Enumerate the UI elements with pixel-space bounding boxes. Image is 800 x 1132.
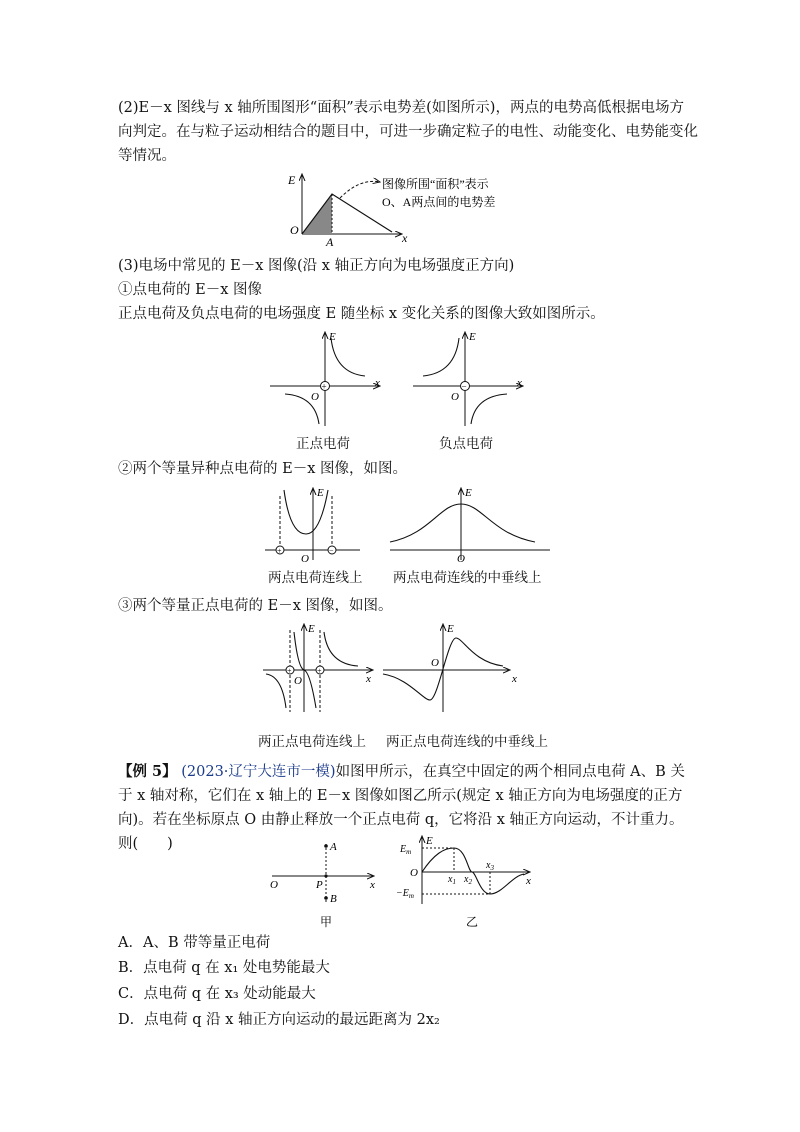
axis-label-E-right: E [465, 487, 472, 499]
axis-label-x: x [402, 231, 408, 245]
option-B[interactable]: B．点电荷 q 在 x₁ 处电势能最大 [118, 960, 330, 976]
negative-charge-symbol: − [329, 546, 334, 556]
axis-label-E: E [426, 835, 433, 847]
figure-example-5 [262, 832, 542, 928]
annotation-line2: O、A两点间的电势差 [382, 195, 496, 209]
negative-charge-symbol: − [461, 381, 467, 392]
label-x1: $x_1$ [448, 874, 456, 886]
positive-charge-symbol-2: + [317, 666, 322, 676]
figure-opposite-charges [260, 484, 550, 562]
item-3-title: ③两个等量正点电荷的 E－x 图像，如图。 [118, 598, 393, 614]
axis-label-x: x [366, 673, 371, 685]
caption-like-line-between: 两正点电荷连线上 [258, 734, 366, 750]
option-C[interactable]: C．点电荷 q 在 x₃ 处动能最大 [118, 986, 316, 1002]
axis-label-x: x [370, 879, 375, 891]
point-label-P: P [316, 879, 323, 891]
caption-line-between: 两点电荷连线上 [268, 570, 363, 586]
axis-label-x-right: x [526, 875, 531, 887]
origin-label-right: O [410, 867, 418, 879]
axis-label-x: x [375, 377, 380, 389]
axis-label-x-right: x [512, 673, 517, 685]
charge-label-B: B [330, 893, 337, 905]
charge-label-A: A [330, 841, 337, 853]
point-label-A: A [326, 235, 334, 246]
caption-negative-charge: 负点电荷 [439, 436, 493, 452]
paragraph-3: (3)电场中常见的 E－x 图像(沿 x 轴正方向为电场强度正方向) [118, 258, 515, 274]
origin-label: O [294, 675, 302, 687]
axis-label-E: E [317, 487, 324, 499]
origin-label-right: O [451, 391, 459, 403]
positive-charge-symbol-1: + [287, 666, 292, 676]
caption-perpendicular: 两点电荷连线的中垂线上 [393, 570, 542, 586]
origin-label-right: O [431, 657, 439, 669]
annotation-line1: 图像所围“面积”表示 [382, 177, 489, 191]
positive-charge-symbol: + [321, 381, 327, 392]
label-neg-Em: $-E_m$ [396, 888, 414, 900]
item-2-title: ②两个等量异种点电荷的 E－x 图像，如图。 [118, 461, 407, 477]
figure-point-charges [265, 328, 535, 428]
caption-like-perpendicular: 两正点电荷连线的中垂线上 [386, 734, 548, 750]
item-1-title: ①点电荷的 E－x 图像 [118, 282, 262, 298]
positive-charge-symbol: + [277, 546, 282, 556]
example-source: (2023·辽宁大连市一模) [181, 764, 336, 780]
example-text: 如图甲所示，在真空中固定的两个相同点电荷 A、B 关于 x 轴对称，它们在 x 轴上的 E－x 图像如图乙所示(规定 x 轴正方向为电场强度的正方向)。若在坐标原点 O 由静止释放一个正点电荷 q，它将沿 x 轴正方向运动，不计重力。则( ) [118, 764, 685, 852]
option-D[interactable]: D．点电荷 q 沿 x 轴正方向运动的最远距离为 2x₂ [118, 1012, 440, 1028]
caption-jia: 甲 [320, 915, 333, 928]
origin-label: O [311, 391, 319, 403]
figure-area-diagram [280, 168, 540, 246]
axis-label-E-right: E [447, 623, 454, 635]
label-x3: $x_3$ [486, 860, 494, 872]
example-badge: 【例 5】 [118, 763, 177, 780]
origin-label-right: O [457, 553, 465, 562]
option-A[interactable]: A．A、B 带等量正电荷 [118, 935, 271, 951]
origin-label: O [301, 553, 309, 562]
label-x2: $x_2$ [464, 874, 472, 886]
axis-label-E: E [329, 331, 336, 343]
origin-label: O [290, 223, 299, 237]
axis-label-E: E [288, 173, 296, 187]
paragraph-2: (2)E－x 图线与 x 轴所围图形“面积”表示电势差(如图所示)，两点的电势高低根据电场方向判定。在与粒子运动相结合的题目中，可进一步确定粒子的电性、动能变化、电势能变化等情况。 [118, 100, 698, 164]
origin-label: O [270, 879, 278, 891]
figure-like-charges [258, 620, 548, 714]
caption-positive-charge: 正点电荷 [296, 436, 350, 452]
item-1-text: 正点电荷及负点电荷的电场强度 E 随坐标 x 变化关系的图像大致如图所示。 [118, 306, 605, 322]
caption-yi: 乙 [466, 915, 479, 928]
axis-label-E: E [308, 623, 315, 635]
axis-label-E-right: E [469, 331, 476, 343]
axis-label-x-right: x [517, 377, 522, 389]
label-Em: $E_m$ [400, 844, 412, 856]
